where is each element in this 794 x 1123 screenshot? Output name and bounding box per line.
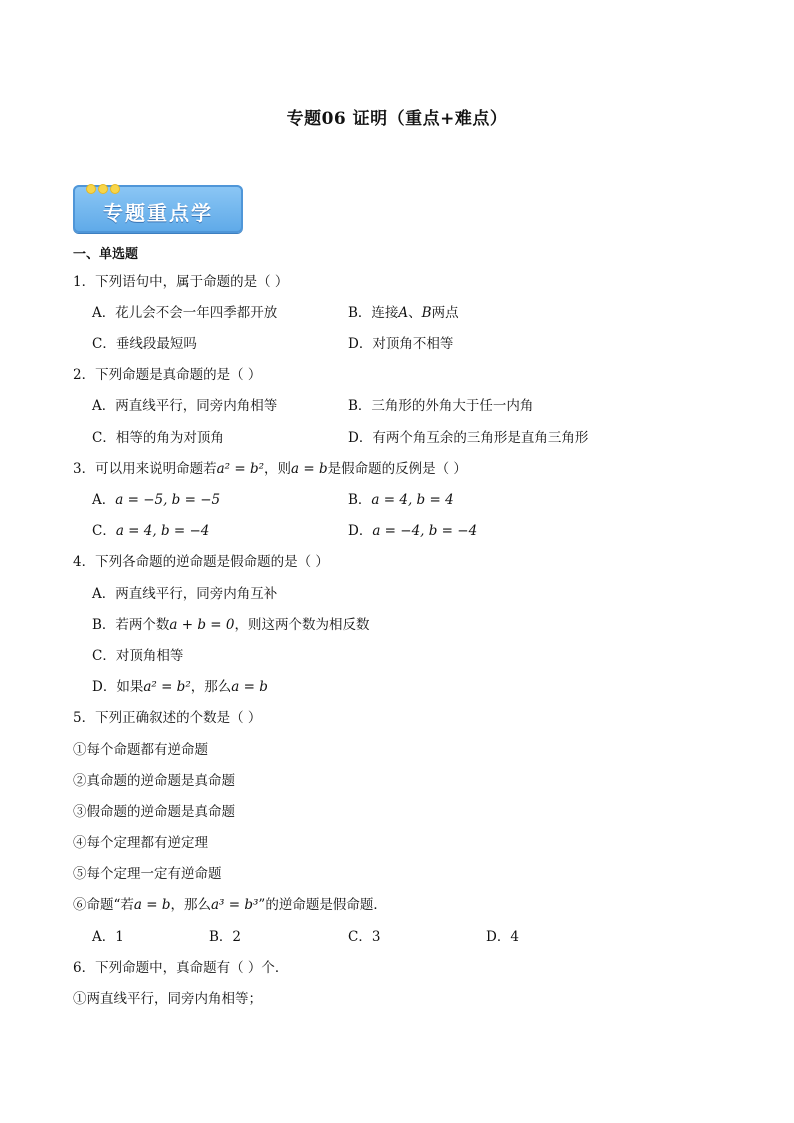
badge-dots-decoration bbox=[87, 181, 123, 197]
question-1-option-a: A．花儿会不会一年四季都开放 bbox=[92, 305, 278, 321]
question-5-item: ③假命题的逆命题是真命题 bbox=[73, 804, 235, 820]
question-5-item: ⑥命题“若a = b，那么a³ = b³”的逆命题是假命题． bbox=[73, 897, 387, 913]
question-1-option-d: D．对顶角不相等 bbox=[348, 336, 454, 352]
question-6-item: ①两直线平行，同旁内角相等； bbox=[73, 991, 262, 1007]
question-2-option-a: A．两直线平行，同旁内角相等 bbox=[92, 398, 278, 414]
question-2-option-d: D．有两个角互余的三角形是直角三角形 bbox=[348, 430, 589, 446]
condition-math: a² = b² bbox=[216, 461, 265, 477]
question-5-option-d: D．4 bbox=[486, 929, 519, 945]
question-1-option-b: B．连接A、B两点 bbox=[348, 305, 459, 321]
question-5-item: ②真命题的逆命题是真命题 bbox=[73, 773, 235, 789]
question-5-stem: 5．下列正确叙述的个数是（ ） bbox=[73, 710, 262, 726]
question-3-option-d: D．a = −4, b = −4 bbox=[348, 523, 478, 539]
question-4-option-b: B．若两个数a + b = 0，则这两个数为相反数 bbox=[92, 617, 370, 633]
question-3-stem: 3．可以用来说明命题若a² = b²，则a = b是假命题的反例是（ ） bbox=[73, 461, 467, 477]
section-heading: 一、单选题 bbox=[73, 247, 139, 262]
question-4-option-a: A．两直线平行，同旁内角互补 bbox=[92, 586, 278, 602]
question-1-stem: 1．下列语句中，属于命题的是（ ） bbox=[73, 274, 289, 290]
section-badge bbox=[73, 185, 243, 233]
question-5-item: ①每个命题都有逆命题 bbox=[73, 742, 208, 758]
question-4-option-d: D．如果a² = b²，那么a = b bbox=[92, 679, 268, 695]
question-4-stem: 4．下列各命题的逆命题是假命题的是（ ） bbox=[73, 554, 329, 570]
question-4-option-c: C．对顶角相等 bbox=[92, 648, 184, 664]
question-3-option-c: C．a = 4, b = −4 bbox=[92, 523, 210, 539]
question-2-stem: 2．下列命题是真命题的是（ ） bbox=[73, 367, 262, 383]
question-2-option-c: C．相等的角为对顶角 bbox=[92, 430, 224, 446]
question-3-option-b: B．a = 4, b = 4 bbox=[348, 492, 454, 508]
question-2-option-b: B．三角形的外角大于任一内角 bbox=[348, 398, 534, 414]
question-5-option-c: C．3 bbox=[348, 929, 381, 945]
question-5-option-a: A．1 bbox=[92, 929, 124, 945]
badge-label: 专题重点学 bbox=[103, 201, 213, 225]
question-6-stem: 6．下列命题中，真命题有（ ）个． bbox=[73, 960, 289, 976]
conclusion-math: a = b bbox=[291, 461, 328, 477]
question-3-option-a: A．a = −5, b = −5 bbox=[92, 492, 221, 508]
question-5-item: ⑤每个定理一定有逆命题 bbox=[73, 866, 222, 882]
question-1-option-c: C．垂线段最短吗 bbox=[92, 336, 197, 352]
page-title: 专题06 证明（重点+难点） bbox=[286, 109, 508, 129]
question-5-item: ④每个定理都有逆定理 bbox=[73, 835, 208, 851]
question-5-option-b: B．2 bbox=[209, 929, 242, 945]
